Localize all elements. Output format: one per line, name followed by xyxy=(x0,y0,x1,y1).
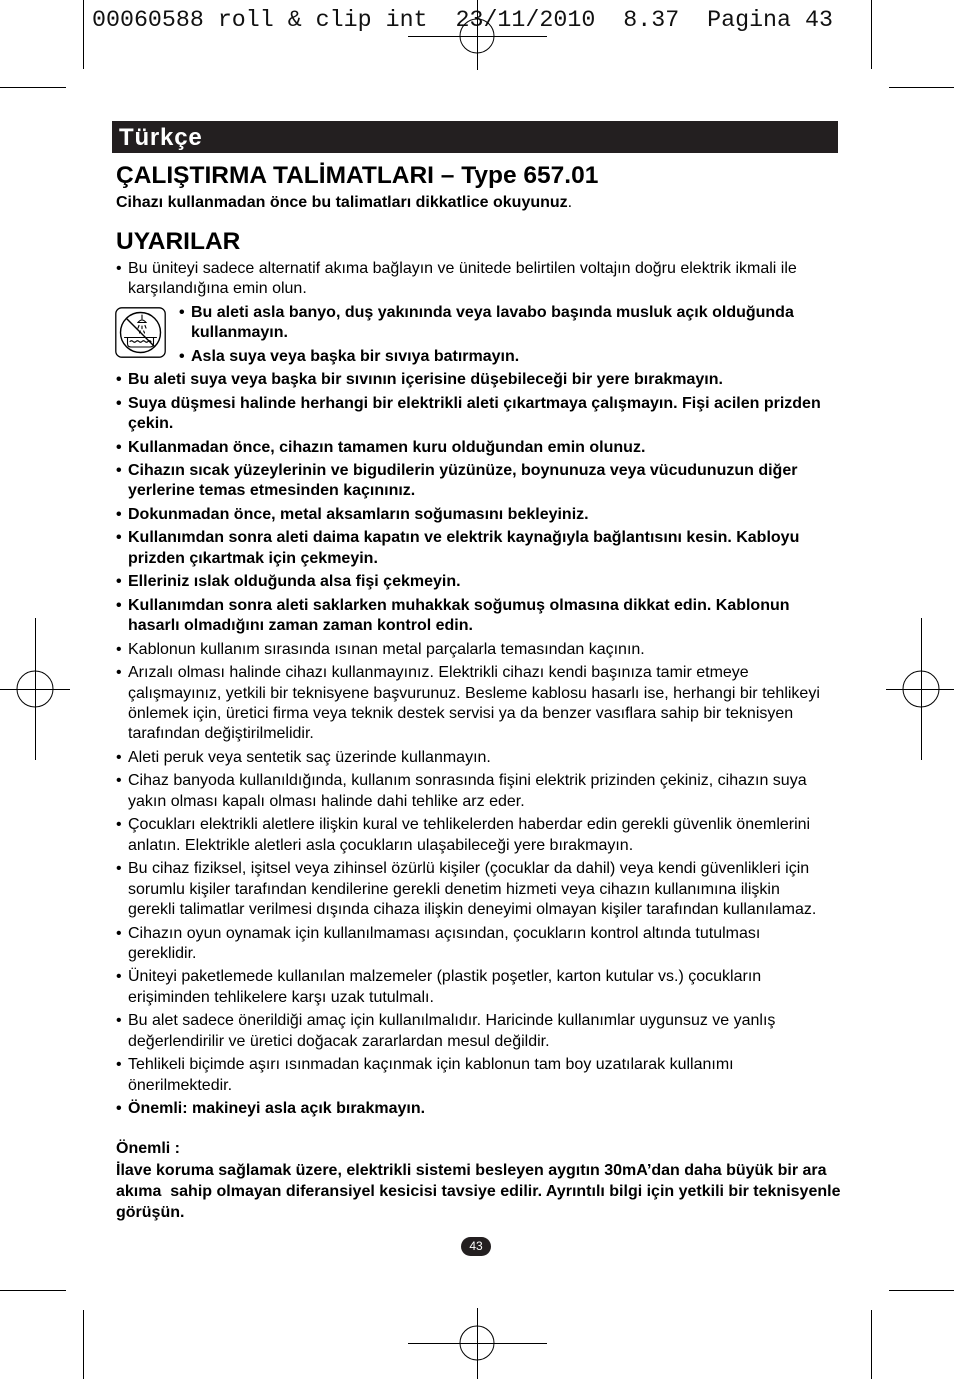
intro-text: Cihazı kullanmadan önce bu talimatları dikkatlice okuyunuz xyxy=(116,194,568,211)
warning-line: yakın olması kapalı olması halinde dahi tehlike arz eder. xyxy=(128,792,525,810)
warning-line: • Kablonun kullanım sırasında ısınan metal parçalarla temasından kaçının. xyxy=(128,640,645,658)
warning-line: önlemek için, üretici firma veya teknik destek servisi ya da benzer vasıflara sahip bir teknisyen xyxy=(128,705,794,723)
warning-item xyxy=(115,370,850,390)
note-label: Önemli : xyxy=(116,1139,181,1157)
warning-line: kullanmayın. xyxy=(191,324,288,342)
note-line: akıma sahip olmayan diferansiyel kesicisi tavsiye edilir. Ayrıntılı bilgi için yetkili bir teknisyenle xyxy=(116,1182,841,1200)
crop-mark-bottom-left xyxy=(0,1291,84,1379)
warning-item xyxy=(115,259,850,300)
warning-item xyxy=(115,505,850,525)
warning-line: • Kullanmadan önce, cihazın tamamen kuru olduğundan emin olunuz. xyxy=(128,438,646,456)
language-section-bar xyxy=(112,121,838,153)
warning-line: • Aleti peruk veya sentetik saç üzerinde kullanmayın. xyxy=(128,748,491,766)
warning-line: • Arızalı olması halinde cihazı kullanmayınız. Elektrikli cihazı kendi başınıza tamir etmeye xyxy=(128,664,749,682)
page-title: ÇALIŞTIRMA TALİMATLARI – Type 657.01 xyxy=(116,162,599,189)
warning-item xyxy=(115,394,850,435)
crop-mark-top-right xyxy=(872,0,954,88)
intro-period: . xyxy=(567,194,573,211)
warning-line: • Bu alet sadece önerildiği amaç için kullanılmalıdır. Haricinde kullanımlar uygunsuz ve yanlış xyxy=(128,1012,776,1030)
warning-item xyxy=(115,815,850,856)
warning-line: • Tehlikeli biçimde aşırı ısınmadan kaçınmak için kablonun tam boy uzatılarak kullanımı xyxy=(128,1056,734,1074)
warning-line: • Cihazın oyun oynamak için kullanılmaması açısından, çocukların kontrol altında tutulması xyxy=(128,924,761,942)
warning-item xyxy=(115,438,850,458)
warning-line: • Üniteyi paketlemede kullanılan malzemeler (plastik poşetler, karton kutular vs.) çocukların xyxy=(128,968,762,986)
warning-item xyxy=(115,748,850,768)
warning-line: gerekli talimatlar verilmesi dışında cihaza ilişkin deneyimi olmayan kişiler tarafından kullanılamaz. xyxy=(128,901,817,919)
print-slug: 00060588 roll & clip int 23/11/2010 8.37 Pagina 43 xyxy=(92,7,833,33)
warning-line: değerlendirilir ve üretici doğacak zararlardan mesul değildir. xyxy=(128,1032,550,1050)
warning-item xyxy=(115,1011,850,1052)
warning-line: • Kullanımdan sonra aleti saklarken muhakkak soğumuş olmasına dikkat edin. Kablonun xyxy=(128,596,790,614)
warning-line: • Önemli: makineyi asla açık bırakmayın. xyxy=(128,1100,426,1118)
language-label: Türkçe xyxy=(119,124,203,151)
note-text xyxy=(116,1160,840,1223)
warning-item xyxy=(115,663,850,745)
crop-mark-top-left xyxy=(0,0,84,88)
warning-line: • Suya düşmesi halinde herhangi bir elektrikli aleti çıkartmaya çalışmayın. Fişi acilen prizden xyxy=(128,394,821,412)
no-bath-shower-icon xyxy=(115,307,166,358)
warning-line: • Elleriniz ıslak olduğunda alsa fişi çekmeyin. xyxy=(128,573,461,591)
warning-line: • Kullanımdan sonra aleti daima kapatın ve elektrik kaynağıyla bağlantısını kesin. Kabloyu xyxy=(128,529,800,547)
warning-line: karşılandığına emin olun. xyxy=(128,280,307,298)
warning-item xyxy=(115,461,850,502)
registration-mark-left xyxy=(0,618,70,760)
warning-line: gereklidir. xyxy=(128,944,197,962)
warning-item xyxy=(115,859,850,920)
warning-item xyxy=(178,303,850,344)
note-line: görüşün. xyxy=(116,1203,185,1221)
bath-warning-group xyxy=(115,303,850,367)
warning-item xyxy=(178,347,850,367)
warning-item xyxy=(115,572,850,592)
warning-item xyxy=(115,967,850,1008)
page-number: 43 xyxy=(461,1237,491,1256)
warning-line: anlatın. Elektrikle aletleri asla çocukların ulaşabileceği yere bırakmayın. xyxy=(128,836,634,854)
warning-item xyxy=(115,1055,850,1096)
warning-line: tarafından değiştirilmelidir. xyxy=(128,725,314,743)
warning-line: • Cihazın sıcak yüzeylerinin ve bigudilerin yüzünüze, boynunuza veya vücudunuzun diğer xyxy=(128,462,798,480)
intro-line xyxy=(116,193,572,213)
warnings-list xyxy=(115,259,850,1123)
warning-item xyxy=(115,528,850,569)
warning-line: • Cihaz banyoda kullanıldığında, kullanım sonrasında fişini elektrik prizinden çekiniz, cihazın suya xyxy=(128,772,807,790)
warning-line: • Asla suya veya başka bir sıvıya batırmayın. xyxy=(191,347,520,365)
warning-line: • Çocukları elektrikli aletlere ilişkin kural ve tehlikelerden haberdar edin gerekli güvenlik önemlerini xyxy=(128,816,811,834)
warning-line: sorumlu kişiler tarafından kendilerine gerekli denetim hizmeti veya cihazın kullanımına ilişkin xyxy=(128,880,780,898)
warning-line: çalışmayınız, yetkili bir teknisyene başvurunuz. Besleme kablosu hasarlı ise, herhangi bir tehlikeyi xyxy=(128,684,820,702)
warning-item xyxy=(115,640,850,660)
registration-mark-bottom xyxy=(408,1308,547,1379)
warning-line: prizden çıkartmak için çekmeyin. xyxy=(128,549,378,567)
warning-item xyxy=(115,1099,850,1119)
warning-line: hasarlı olmadığını zaman zaman kontrol edin. xyxy=(128,617,473,635)
warning-item xyxy=(115,596,850,637)
warning-line: • Bu cihaz fiziksel, işitsel veya zihinsel özürlü kişiler (çocuklar da dahil) veya kendi güvenlikleri için xyxy=(128,860,810,878)
warning-line: • Dokunmadan önce, metal aksamların soğumasını bekleyiniz. xyxy=(128,505,589,523)
warning-item xyxy=(115,771,850,812)
warning-item xyxy=(115,924,850,965)
note-line: İlave koruma sağlamak üzere, elektrikli sistemi besleyen aygıtın 30mA’dan daha büyük bir ara xyxy=(116,1161,827,1179)
warning-line: önerilmektedir. xyxy=(128,1076,233,1094)
warning-line: erişiminden tehlikelere karşı uzak tutulmalı. xyxy=(128,988,434,1006)
warning-line: • Bu aleti asla banyo, duş yakınında veya lavabo başında musluk açık olduğunda xyxy=(191,303,794,321)
warning-line: yerlerine temas etmesinden kaçınınız. xyxy=(128,482,416,500)
warning-line: çekin. xyxy=(128,415,174,433)
warnings-heading: UYARILAR xyxy=(116,228,241,255)
warning-line: • Bu üniteyi sadece alternatif akıma bağlayın ve ünitede belirtilen voltajın doğru elektrik ikmali ile xyxy=(128,259,797,277)
registration-mark-right xyxy=(886,618,954,760)
warning-line: • Bu aleti suya veya başka bir sıvının içerisine düşebileceği bir yere bırakmayın. xyxy=(128,371,723,389)
crop-mark-bottom-right xyxy=(872,1291,954,1379)
